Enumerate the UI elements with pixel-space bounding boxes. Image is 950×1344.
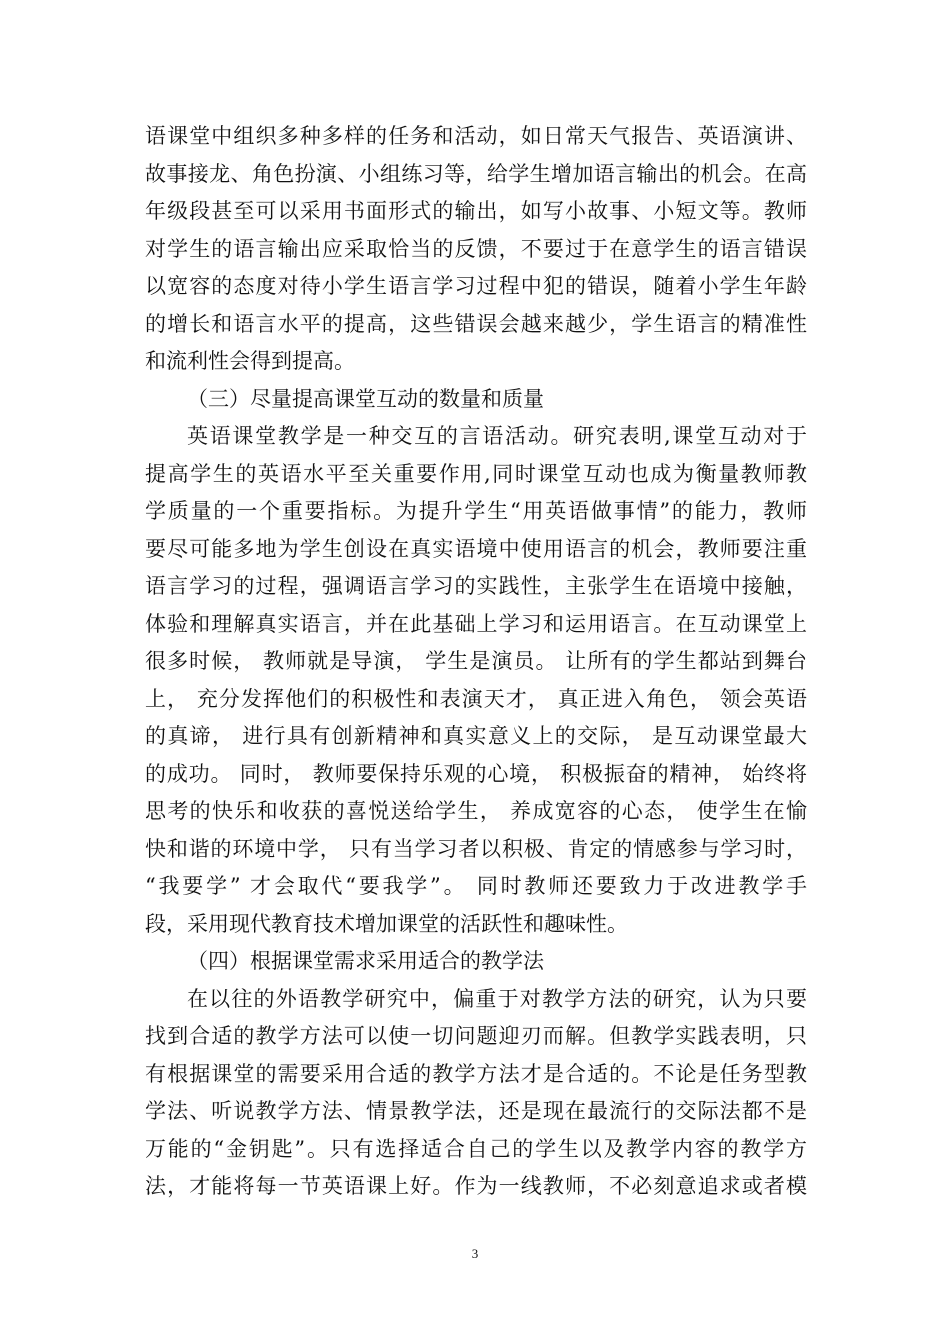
text-line: 法，才能将每一节英语课上好。作为一线教师，不必刻意追求或者模 bbox=[145, 1174, 807, 1198]
text-line: 和流利性会得到提高。 bbox=[145, 349, 355, 373]
text-line: 万能的“金钥匙”。只有选择适合自己的学生以及教学内容的教学方 bbox=[145, 1136, 807, 1161]
text-line: 找到合适的教学方法可以使一切问题迎刃而解。但教学实践表明，只 bbox=[145, 1024, 807, 1048]
section-heading-3: （三）尽量提高课堂互动的数量和质量 bbox=[187, 386, 544, 411]
page-number: 3 bbox=[471, 1246, 479, 1261]
text-line: 语课堂中组织多种多样的任务和活动，如日常天气报告、英语演讲、 bbox=[145, 124, 807, 148]
text-line: 有根据课堂的需要采用合适的教学方法才是合适的。不论是任务型教 bbox=[145, 1061, 807, 1086]
text-line: 语言学习的过程，强调语言学习的实践性，主张学生在语境中接触， bbox=[145, 574, 807, 598]
text-line: 体验和理解真实语言，并在此基础上学习和运用语言。在互动课堂上 bbox=[145, 611, 807, 636]
section-heading-4: （四）根据课堂需求采用适合的教学法 bbox=[187, 949, 544, 973]
text-line: 学质量的一个重要指标。为提升学生“用英语做事情”的能力，教师 bbox=[145, 499, 807, 523]
paragraph-classroom-interaction bbox=[145, 418, 807, 943]
text-line: 要尽可能多地为学生创设在真实语境中使用语言的机会，教师要注重 bbox=[145, 536, 807, 561]
paragraph-continued bbox=[145, 118, 807, 381]
text-line: 思考的快乐和收获的喜悦送给学生， 养成宽容的心态， 使学生在愉 bbox=[145, 799, 807, 823]
text-line: 的真谛， 进行具有创新精神和真实意义上的交际， 是互动课堂最大 bbox=[145, 724, 807, 748]
text-line: 提高学生的英语水平至关重要作用,同时课堂互动也成为衡量教师教 bbox=[145, 461, 807, 486]
document-body bbox=[145, 118, 807, 1206]
text-line: 学法、听说教学方法、情景教学法，还是现在最流行的交际法都不是 bbox=[145, 1099, 807, 1123]
text-line: 在以往的外语教学研究中，偏重于对教学方法的研究，认为只要 bbox=[187, 986, 807, 1011]
text-line: 年级段甚至可以采用书面形式的输出，如写小故事、小短文等。教师 bbox=[145, 199, 807, 223]
text-line: 段，采用现代教育技术增加课堂的活跃性和趣味性。 bbox=[145, 911, 628, 936]
text-line: “我要学” 才会取代“要我学”。 同时教师还要致力于改进教学手 bbox=[145, 874, 807, 898]
text-line: 上， 充分发挥他们的积极性和表演天才， 真正进入角色， 领会英语 bbox=[145, 686, 807, 711]
text-line: 故事接龙、角色扮演、小组练习等，给学生增加语言输出的机会。在高 bbox=[145, 161, 807, 186]
text-line: 以宽容的态度对待小学生语言学习过程中犯的错误，随着小学生年龄 bbox=[145, 274, 807, 298]
paragraph-teaching-methods bbox=[145, 981, 807, 1206]
text-line: 很多时候， 教师就是导演， 学生是演员。 让所有的学生都站到舞台 bbox=[145, 649, 807, 673]
text-line: 英语课堂教学是一种交互的言语活动。研究表明,课堂互动对于 bbox=[187, 424, 807, 448]
text-line: 对学生的语言输出应采取恰当的反馈，不要过于在意学生的语言错误 bbox=[145, 236, 807, 261]
text-line: 的增长和语言水平的提高，这些错误会越来越少，学生语言的精准性 bbox=[145, 311, 807, 336]
text-line: 的成功。 同时， 教师要保持乐观的心境， 积极振奋的精神， 始终将 bbox=[145, 761, 807, 786]
text-line: 快和谐的环境中学， 只有当学习者以积极、肯定的情感参与学习时， bbox=[145, 836, 807, 861]
